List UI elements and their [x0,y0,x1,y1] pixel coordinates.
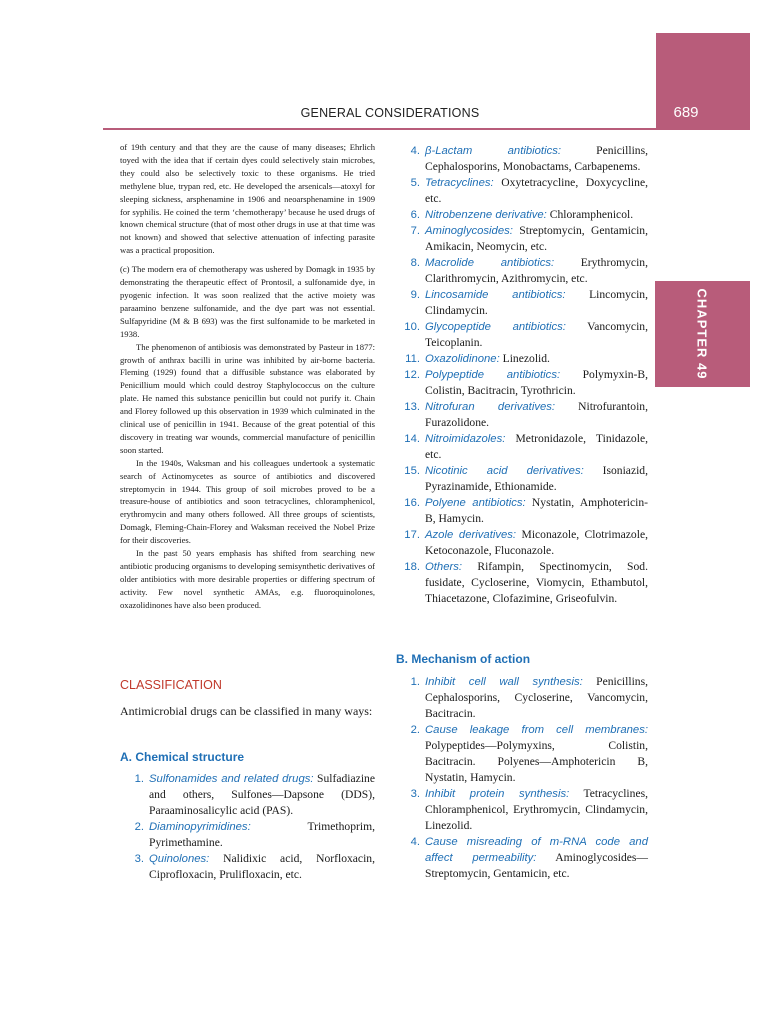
item-text: Erythromycin, Clarithromycin, Azithromycin, etc. [425,256,648,285]
item-text: Penicillins, Cephalosporins, Cycloserine, Vancomycin, Bacitracin. [425,675,649,720]
item-text: Lincomycin, Clindamycin. [425,288,648,317]
running-header: GENERAL CONSIDERATIONS [300,106,480,120]
item-number: 1. [410,676,420,688]
item-label: Sulfonamides and related drugs: [149,773,314,785]
item-text: Miconazole, Clotrimazole, Ketoconazole, Fluconazole. [425,528,648,557]
section-a-heading: A. Chemical structure [120,750,245,764]
item-label: Aminoglycosides: [425,225,513,237]
item-label: Oxazolidinone: [425,353,500,365]
list-item [396,722,648,786]
item-label: Inhibit protein synthesis: [425,788,570,800]
list-item [396,207,648,223]
list-item [396,399,648,431]
item-label: Tetracyclines: [425,177,494,189]
list-item [396,175,648,207]
item-text: Rifampin, Spectinomycin, Sod. fusidate, Cycloserine, Viomycin, Ethambutol, Thiacetazone, Clofazimine, Griseofulvin. [425,560,648,605]
item-text: Isoniazid, Pyrazinamide, Ethionamide. [425,464,649,493]
list-item [396,674,648,722]
item-text: Linezolid. [499,352,550,365]
item-label: Nitrobenzene derivative: [425,209,547,221]
item-label: Nicotinic acid derivatives: [425,465,584,477]
item-number: 8. [410,257,420,269]
item-number: 10. [404,321,420,333]
item-number: 16. [404,497,420,509]
paragraph: The phenomenon of antibiosis was demonstrated by Pasteur in 1877: growth of anthrax bacilli in urine was inhibited by air-borne bacteria. Fleming (1929) found that a diffusible substance was elaborated by Penicillium mould which could destroy Staphylococcus on the culture plate. He named this substance penicillin but could not purify it. Chain and Florey followed up this observation in 1939 which culminated in the clinical use of penicillin in 1941. Because of the great potential of this discovery in treating war wounds, commercial manufacture of penicillin soon started. [120,341,375,455]
item-number: 4. [410,145,420,157]
item-number: 12. [404,369,420,381]
item-text: Polypeptides—Polymyxins, Colistin, Bacitracin. Polyenes—Amphotericin B, Nystatin, Hamycin. [425,739,648,784]
list-item [120,819,375,851]
item-label: Diaminopyrimidines: [149,821,251,833]
list-item [396,431,648,463]
item-text: Penicillins, Cephalosporins, Monobactams, Carbapenems. [425,144,648,173]
paragraph: of 19th century and that they are the cause of many diseases; Ehrlich toyed with the idea that if certain dyes could selectively stain microbes, they could also be selectively toxic to these organisms. He tried methylene blue, trypan red, etc. He developed the arsenicals—atoxyl for sleeping sickness, arsphenamine in 1906 and neoarsphenamine in 1909 for syphilis. He coined the term ‘chemotherapy’ because he used drugs of known chemical structure (that of most other drugs in use at that time was not known) and showed that selective attenuation of infecting parasite was a practical proposition. [120,142,375,256]
item-number: 6. [410,209,420,221]
item-label: Macrolide antibiotics: [425,257,555,269]
list-item [396,287,648,319]
item-label: Polypeptide antibiotics: [425,369,561,381]
item-label: Glycopeptide antibiotics: [425,321,566,333]
list-item [396,495,648,527]
item-label: Azole derivatives: [425,529,517,541]
item-label: Cause leakage from cell membranes: [425,724,648,736]
paragraph: In the 1940s, Waksman and his colleagues undertook a systematic search of Actinomycetes as source of antibiotics and discovered streptomycin in 1944. This group of soil microbes proved to be a treasure-house of antibiotics and soon tetracyclines, chloramphenicol, erythromycin and many others followed. All three groups of scientists, Domagk, Fleming-Chain-Florey and Waksman received the Nobel Prize for their discoveries. [120,457,375,546]
paragraph: In the past 50 years emphasis has shifted from searching new antibiotic producing organisms to developing semisynthetic derivatives of older antibiotics with more desirable properties or differing spectrum of activity. Few novel synthetic AMAs, e.g. fluoroquinolones, oxazolidinones have also been produced. [120,548,375,610]
item-number: 5. [410,177,420,189]
item-label: Cause misreading of m-RNA code and affect permeability: [425,836,648,864]
item-label: β-Lactam antibiotics: [425,145,562,157]
item-text: Aminoglycosides—Streptomycin, Gentamicin, etc. [425,851,648,880]
right-column-list [396,143,648,607]
item-number: 17. [404,529,420,541]
item-text: Metronidazole, Tinidazole, etc. [425,432,648,461]
section-b-heading: B. Mechanism of action [396,652,531,666]
classification-intro: Antimicrobial drugs can be classified in many ways: [120,704,373,718]
item-number: 3. [134,853,144,865]
item-number: 4. [410,836,420,848]
item-label: Inhibit cell wall synthesis: [425,676,583,688]
item-text: Streptomycin, Gentamicin, Amikacin, Neomycin, etc. [425,224,648,253]
list-item [120,851,375,883]
item-text: Sulfadiazine and others, Sulfones—Dapsone (DDS), Paraaminosalicylic acid (PAS). [149,772,375,817]
list-item [396,559,648,607]
list-item [396,223,648,255]
list-item [396,834,648,882]
list-item [396,143,648,175]
item-number: 15. [404,465,420,477]
item-label: Polyene antibiotics: [425,497,526,509]
list-item [396,463,648,495]
item-text: Tetracyclines, Chloramphenicol, Erythromycin, Clindamycin, Linezolid. [425,787,648,832]
list-item [396,367,648,399]
item-number: 13. [404,401,420,413]
item-number: 2. [410,724,420,736]
chapter-tab-label: CHAPTER 49 [694,288,710,380]
item-text: Nystatin, Amphotericin-B, Hamycin. [425,496,648,525]
item-number: 7. [410,225,420,237]
list-item [396,319,648,351]
section-b-list [396,674,648,882]
item-number: 14. [404,433,420,445]
list-item [396,255,648,287]
section-a-list [120,771,375,883]
left-column [120,141,375,612]
list-item [120,771,375,819]
item-label: Others: [425,561,463,573]
item-text: Oxytetracycline, Doxycycline, etc. [425,176,648,205]
item-number: 3. [410,788,420,800]
header-rule [103,128,656,130]
item-number: 9. [410,289,420,301]
item-number: 2. [134,821,144,833]
item-label: Nitroimidazoles: [425,433,506,445]
item-label: Quinolones: [149,853,210,865]
item-text: Polymyxin-B, Colistin, Bacitracin, Tyrothricin. [425,368,648,397]
list-item [396,351,648,367]
item-text: Chloramphenicol. [546,208,634,221]
classification-heading: CLASSIFICATION [120,678,222,692]
item-text: Nalidixic acid, Norfloxacin, Ciprofloxacin, Prulifloxacin, etc. [149,852,375,881]
item-number: 18. [404,561,420,573]
item-number: 1. [134,773,144,785]
list-item [396,786,648,834]
item-text: Nitrofurantoin, Furazolidone. [425,400,648,429]
item-label: Lincosamide antibiotics: [425,289,566,301]
item-text: Trimethoprim, Pyrimethamine. [149,820,375,849]
item-label: Nitrofuran derivatives: [425,401,556,413]
item-text: Vancomycin, Teicoplanin. [425,320,648,349]
item-number: 11. [405,353,420,365]
page-number: 689 [673,104,699,121]
paragraph: (c) The modern era of chemotherapy was ushered by Domagk in 1935 by demonstrating the therapeutic effect of Prontosil, a sulfonamide dye, in pyogenic infection. It was soon realized that the active moiety was paraamino benzene sulfonamide, and the dye part was not essential. Sulfapyridine (M & B 693) was the first sulfonamide to be marketed in 1938. [120,264,375,339]
list-item [396,527,648,559]
